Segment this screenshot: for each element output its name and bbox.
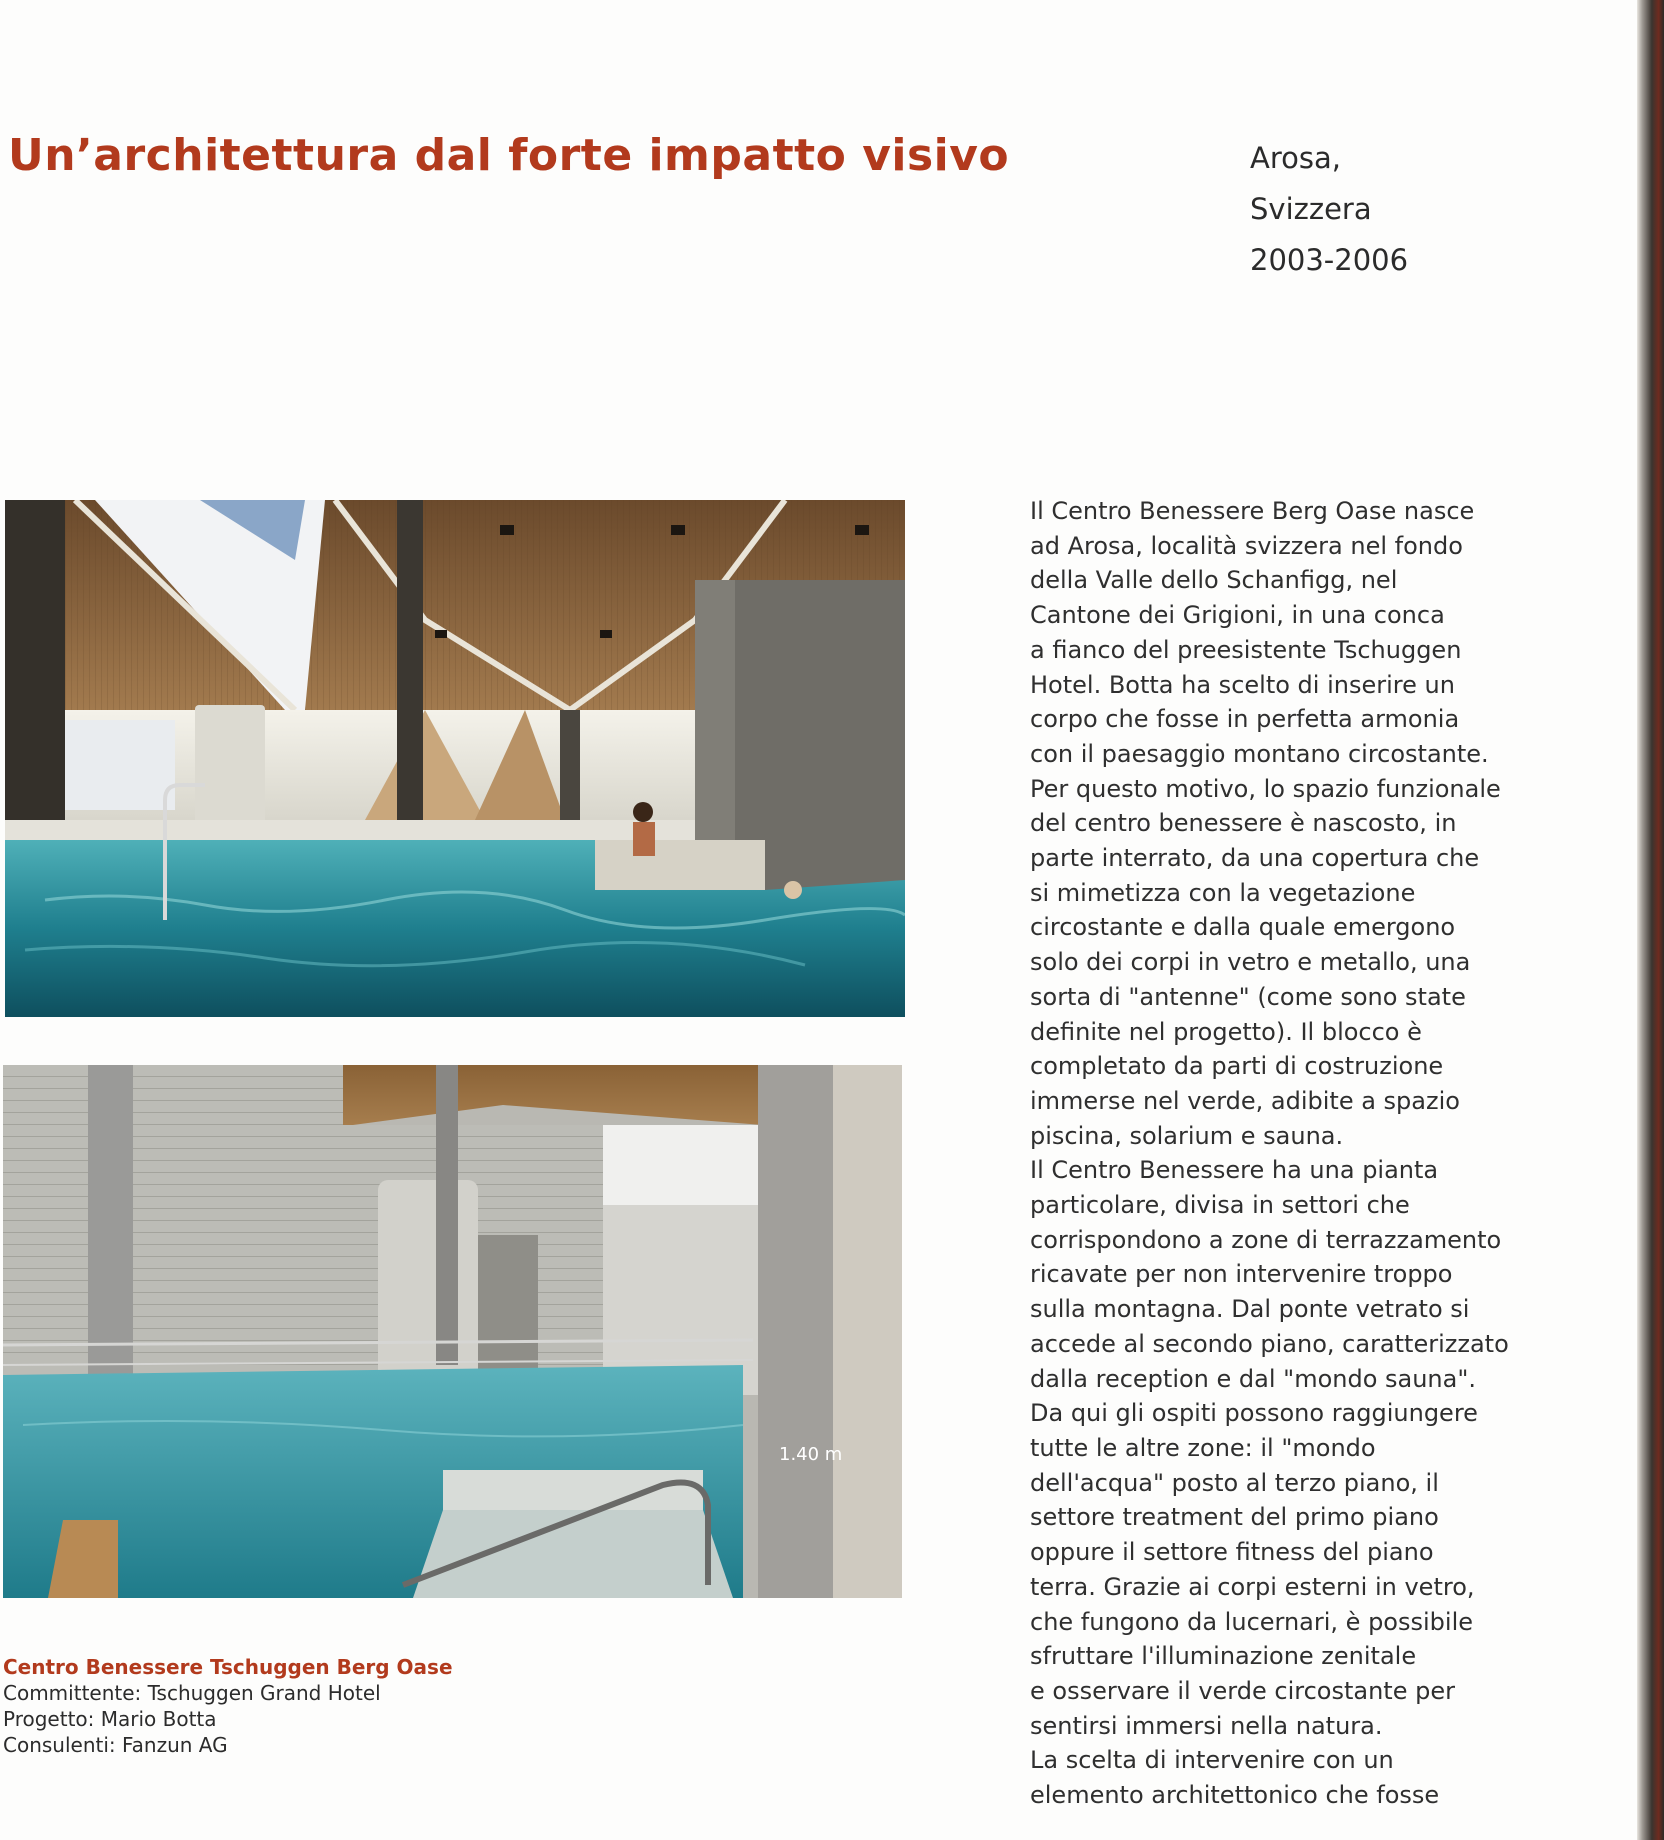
caption-client: Committente: Tschuggen Grand Hotel <box>3 1681 381 1705</box>
caption-project: Progetto: Mario Botta <box>3 1707 217 1731</box>
body-line: accede al secondo piano, caratterizzato <box>1030 1329 1509 1358</box>
body-line: del centro benessere è nascosto, in <box>1030 809 1457 838</box>
indoor-pool-photo-bottom <box>3 1065 902 1598</box>
body-line: definite nel progetto). Il blocco è <box>1030 1017 1422 1046</box>
page-binding-edge <box>1637 0 1664 1840</box>
indoor-pool-photo-top <box>5 500 905 1017</box>
body-line: solo dei corpi in vetro e metallo, una <box>1030 948 1471 977</box>
body-line: della Valle dello Schanfigg, nel <box>1030 566 1398 595</box>
body-line: parte interrato, da una copertura che <box>1030 844 1480 873</box>
body-line: a fianco del preesistente Tschuggen <box>1030 635 1462 664</box>
body-line: terra. Grazie ai corpi esterni in vetro, <box>1030 1572 1475 1601</box>
body-line: sentirsi immersi nella natura. <box>1030 1711 1383 1740</box>
body-line: che fungono da lucernari, è possibile <box>1030 1607 1474 1636</box>
body-line: ricavate per non intervenire troppo <box>1030 1260 1453 1289</box>
body-line: Per questo motivo, lo spazio funzionale <box>1030 774 1501 803</box>
location-country: Svizzera <box>1250 192 1372 226</box>
body-line: La scelta di intervenire con un <box>1030 1746 1394 1775</box>
location-city: Arosa, <box>1250 141 1341 175</box>
body-line: con il paesaggio montano circostante. <box>1030 739 1489 768</box>
body-line: immerse nel verde, adibite a spazio <box>1030 1086 1460 1115</box>
body-line: Il Centro Benessere ha una pianta <box>1030 1156 1439 1185</box>
body-line: ad Arosa, località svizzera nel fondo <box>1030 531 1463 560</box>
body-line: Hotel. Botta ha scelto di inserire un <box>1030 670 1455 699</box>
body-line: Il Centro Benessere Berg Oase nasce <box>1030 497 1475 525</box>
body-line: oppure il settore fitness del piano <box>1030 1538 1434 1567</box>
body-line: si mimetizza con la vegetazione <box>1030 878 1416 907</box>
location-block <box>1250 133 1408 286</box>
body-line: piscina, solarium e sauna. <box>1030 1121 1344 1150</box>
body-line: corpo che fosse in perfetta armonia <box>1030 705 1460 734</box>
body-line: tutte le altre zone: il "mondo <box>1030 1433 1376 1462</box>
body-line: Cantone dei Grigioni, in una conca <box>1030 601 1445 630</box>
photo-caption <box>3 1654 453 1758</box>
body-line: dalla reception e dal "mondo sauna". <box>1030 1364 1477 1393</box>
location-years: 2003-2006 <box>1250 243 1409 277</box>
body-line: sfruttare l'illuminazione zenitale <box>1030 1642 1417 1671</box>
body-line: corrispondono a zone di terrazzamento <box>1030 1225 1502 1254</box>
article-body <box>1030 494 1630 1813</box>
body-line: completato da parti di costruzione <box>1030 1052 1444 1081</box>
caption-title: Centro Benessere Tschuggen Berg Oase <box>3 1655 453 1679</box>
body-line: elemento architettonico che fosse <box>1030 1781 1440 1810</box>
body-line: sorta di "antenne" (come sono state <box>1030 982 1466 1011</box>
page-title: Un’architettura dal forte impatto visivo <box>8 130 1010 181</box>
caption-consultants: Consulenti: Fanzun AG <box>3 1733 228 1757</box>
body-line: Da qui gli ospiti possono raggiungere <box>1030 1399 1478 1428</box>
body-line: sulla montagna. Dal ponte vetrato si <box>1030 1295 1470 1324</box>
body-line: settore treatment del primo piano <box>1030 1503 1439 1532</box>
body-line: circostante e dalla quale emergono <box>1030 913 1456 942</box>
pool-depth-marker: 1.40 m <box>779 1444 843 1465</box>
body-line: e osservare il verde circostante per <box>1030 1676 1455 1705</box>
body-line: particolare, divisa in settori che <box>1030 1191 1410 1220</box>
body-line: dell'acqua" posto al terzo piano, il <box>1030 1468 1439 1497</box>
